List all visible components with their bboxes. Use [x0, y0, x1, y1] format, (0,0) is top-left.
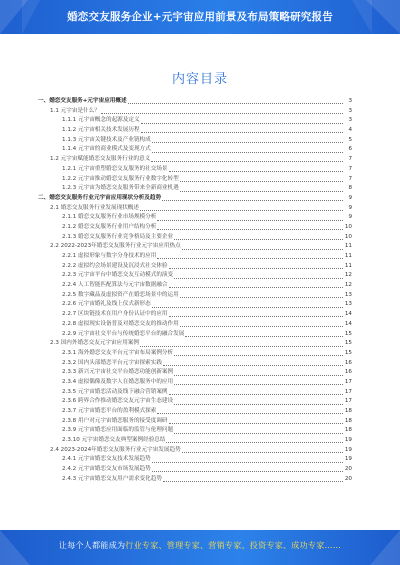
- toc-entry-text: 2.3.8 用户对元宇宙婚恋服务的接受度调研: [62, 417, 168, 424]
- toc-entry[interactable]: [38, 455, 352, 465]
- toc-leader-dots: [140, 340, 343, 347]
- toc-entry-text: 2.4.1 元宇宙婚恋交友技术发展趋势: [62, 456, 151, 463]
- toc-entry[interactable]: [38, 417, 352, 427]
- toc-entry[interactable]: [38, 233, 352, 243]
- toc-page-number: 3: [348, 98, 352, 104]
- toc-page-number: 13: [344, 301, 352, 308]
- toc-entry[interactable]: [38, 97, 352, 107]
- table-of-contents: [38, 97, 352, 512]
- toc-entry-text: 2.1.2 婚恋交友服务行业用户结构分析: [62, 223, 157, 230]
- toc-entry-text: 2.4.2 元宇宙婚恋交友市场发展趋势: [62, 466, 151, 473]
- toc-page-number: 16: [344, 369, 352, 376]
- toc-entry-text: 2.3.10 元宇宙婚恋交友典型案例经验总结: [62, 437, 166, 444]
- footer-slogan-lead: 让每个人都能成为: [58, 541, 126, 550]
- report-header-banner: [0, 0, 400, 34]
- footer-slogan: [0, 540, 400, 551]
- toc-leader-dots: [152, 146, 343, 153]
- toc-entry-text: 2.1.1 婚恋交友服务行业市场规模分析: [62, 214, 157, 221]
- toc-page-number: 12: [344, 272, 352, 279]
- toc-leader-dots: [141, 117, 343, 124]
- toc-entry-text: 2.2.8 虚拟现实设备普及对婚恋交友的推动作用: [62, 320, 179, 327]
- toc-entry[interactable]: [38, 136, 352, 146]
- toc-entry-text: 1.2.1 元宇宙重塑婚恋交友服务的社交场景: [62, 165, 168, 172]
- toc-page-number: 12: [344, 282, 352, 289]
- report-title: 婚恋交友服务企业+元宇宙应用前景及布局策略研究报告: [67, 11, 333, 23]
- toc-page-number: 19: [344, 437, 352, 444]
- toc-entry[interactable]: [38, 475, 352, 485]
- toc-entry[interactable]: [38, 291, 352, 301]
- toc-page-number: 11: [344, 253, 352, 259]
- toc-leader-dots: [163, 359, 343, 366]
- toc-entry[interactable]: [38, 349, 352, 359]
- toc-leader-dots: [174, 369, 343, 376]
- toc-leader-dots: [169, 281, 343, 288]
- toc-page-number: 17: [344, 388, 352, 395]
- toc-leader-dots: [180, 185, 343, 192]
- toc-entry[interactable]: [38, 407, 352, 417]
- toc-entry[interactable]: [38, 155, 352, 165]
- toc-page-number: 18: [344, 427, 352, 434]
- toc-leader-dots: [157, 223, 343, 230]
- toc-leader-dots: [101, 107, 343, 114]
- toc-entry-text: 1.2.2 元宇宙推动婚恋交友服务行业数字化转型: [62, 175, 179, 182]
- toc-entry[interactable]: [38, 271, 352, 281]
- toc-page-number: 13: [344, 291, 352, 298]
- toc-page-number: 11: [344, 243, 352, 250]
- toc-entry[interactable]: [38, 184, 352, 194]
- toc-leader-dots: [140, 204, 343, 211]
- toc-entry-text: 2.3.7 元宇宙婚恋平台的盈利模式探索: [62, 408, 157, 414]
- toc-page-number: 10: [344, 233, 352, 240]
- toc-page-number: 11: [344, 262, 352, 269]
- toc-entry-text: 1.1.4 元宇宙的商业模式及变现方式: [62, 146, 151, 153]
- toc-leader-dots: [174, 233, 343, 240]
- toc-leader-dots: [169, 417, 343, 424]
- toc-leader-dots: [152, 136, 343, 143]
- toc-entry-text: 2.3.3 新兴元宇宙社交平台婚恋功能创新案例: [62, 369, 174, 376]
- toc-entry[interactable]: [38, 300, 352, 310]
- toc-page-number: 7: [348, 156, 352, 163]
- toc-entry[interactable]: [38, 281, 352, 291]
- toc-page-number: 6: [348, 146, 352, 153]
- toc-entry[interactable]: [38, 194, 352, 204]
- toc-leader-dots: [163, 475, 343, 482]
- toc-entry[interactable]: [38, 165, 352, 175]
- toc-entry[interactable]: [38, 359, 352, 369]
- toc-entry[interactable]: [38, 262, 352, 272]
- toc-page-number: 10: [344, 223, 352, 230]
- toc-page-number: 7: [348, 175, 352, 182]
- toc-page-number: 20: [344, 466, 352, 473]
- toc-page-number: 14: [344, 320, 352, 327]
- toc-entry-text: 2.3.1 海外婚恋交友平台元宇宙布局案例分析: [62, 349, 174, 356]
- footer-slogan-highlight: 行业专家、管理专家、营销专家、投资专家、成功专家……: [125, 541, 342, 550]
- toc-page-number: 7: [348, 165, 352, 172]
- toc-page-number: 9: [348, 204, 352, 211]
- toc-leader-dots: [151, 155, 343, 162]
- toc-page-number: 9: [348, 214, 352, 221]
- toc-entry[interactable]: [38, 252, 352, 262]
- toc-entry-text: 2.2.3 元宇宙平台中婚恋交友互动模式的演变: [62, 272, 174, 279]
- toc-entry-text: 2.4.3 元宇宙婚恋交友用户需求变化趋势: [62, 475, 162, 482]
- toc-entry[interactable]: [38, 204, 352, 214]
- toc-entry[interactable]: [38, 242, 352, 252]
- toc-entry[interactable]: [38, 223, 352, 233]
- toc-page-number: 18: [344, 408, 352, 414]
- toc-entry[interactable]: [38, 126, 352, 136]
- toc-entry[interactable]: [38, 465, 352, 475]
- toc-entry-text: 1.1 元宇宙是什么？: [50, 107, 100, 114]
- toc-page-number: 4: [348, 127, 352, 134]
- toc-leader-dots: [169, 310, 343, 317]
- toc-entry-text: 二、婚恋交友服务行业元宇宙应用现状分析及趋势: [38, 194, 162, 201]
- toc-entry-text: 2.3.2 国内头部婚恋平台元宇宙探索实践: [62, 359, 162, 366]
- toc-leader-dots: [128, 97, 343, 104]
- toc-leader-dots: [174, 272, 343, 279]
- toc-entry-text: 2.3.4 虚拟偶像及数字人在婚恋服务中的应用: [62, 378, 174, 385]
- toc-entry-text: 2.2.9 元宇宙社交平台与传统婚恋平台的融合发展: [62, 330, 185, 337]
- toc-entry-text: 2.3 国内外婚恋交友元宇宙应用案例: [50, 340, 139, 347]
- toc-leader-dots: [152, 456, 343, 463]
- toc-entry[interactable]: [38, 388, 352, 398]
- toc-entry-text: 2.3.5 元宇宙婚恋活动及线下融合营销案例: [62, 388, 168, 395]
- toc-leader-dots: [185, 330, 343, 337]
- toc-entry-text: 1.1.1 元宇宙概念的起源及定义: [62, 117, 140, 124]
- toc-page-number: 17: [344, 398, 352, 405]
- toc-page-number: 19: [344, 456, 352, 463]
- toc-entry-text: 2.2.2 虚拟约会场景建设及沉浸式社交体验: [62, 262, 168, 269]
- toc-leader-dots: [180, 175, 343, 182]
- toc-entry[interactable]: [38, 330, 352, 340]
- toc-entry[interactable]: [38, 446, 352, 456]
- toc-leader-dots: [174, 378, 343, 385]
- toc-entry-text: 2.2.6 元宇宙婚礼及线上仪式新形态: [62, 301, 151, 308]
- toc-entry-text: 2.1.3 婚恋交友服务行业竞争格局及主要企业: [62, 233, 174, 240]
- toc-leader-dots: [169, 165, 343, 172]
- toc-leader-dots: [141, 126, 343, 133]
- toc-page-number: 14: [344, 311, 352, 318]
- toc-leader-dots: [182, 243, 343, 250]
- toc-entry-text: 2.2 2022-2023年婚恋交友服务行业元宇宙应用热点: [50, 243, 181, 250]
- toc-leader-dots: [174, 398, 343, 405]
- toc-leader-dots: [166, 436, 343, 443]
- toc-page-number: 15: [344, 330, 352, 337]
- toc-entry-text: 2.2.5 数字藏品及虚拟资产在婚恋场景中的运用: [62, 291, 179, 298]
- toc-leader-dots: [180, 320, 343, 327]
- toc-entry-text: 1.1.2 元宇宙相关技术发展历程: [62, 127, 140, 134]
- toc-entry[interactable]: [38, 310, 352, 320]
- toc-entry-text: 2.3.9 元宇宙婚恋应用面临的监管与伦理问题: [62, 427, 174, 434]
- toc-entry[interactable]: [38, 116, 352, 126]
- toc-entry-text: 2.2.4 人工智能匹配算法与元宇宙数据融合: [62, 282, 168, 289]
- toc-entry-text: 2.4 2023-2024年婚恋交友服务行业元宇宙发展趋势: [50, 446, 181, 453]
- toc-entry-text: 1.2.3 元宇宙为婚恋交友服务带来全新商业机遇: [62, 185, 179, 192]
- toc-page-number: 16: [344, 359, 352, 366]
- toc-heading: 内容目录: [171, 72, 228, 87]
- toc-page-number: 8: [348, 185, 352, 192]
- toc-entry[interactable]: [38, 320, 352, 330]
- toc-page-number: 18: [344, 417, 352, 424]
- toc-page-number: 3: [348, 117, 352, 124]
- toc-leader-dots: [157, 252, 343, 259]
- toc-leader-dots: [169, 388, 343, 395]
- toc-entry[interactable]: [38, 378, 352, 388]
- toc-leader-dots: [180, 291, 343, 298]
- toc-page-number: 5: [348, 136, 352, 143]
- toc-entry-text: 1.1.3 元宇宙关键技术及产业链构成: [62, 136, 151, 143]
- toc-entry[interactable]: [38, 339, 352, 349]
- toc-leader-dots: [162, 194, 343, 201]
- toc-page-number: 9: [348, 194, 352, 201]
- toc-leader-dots: [169, 262, 343, 269]
- toc-page-number: 3: [348, 107, 352, 114]
- toc-page-number: 15: [344, 340, 352, 347]
- toc-page-number: 15: [344, 349, 352, 356]
- toc-entry-text: 2.1 婚恋交友服务行业发展现状概述: [50, 204, 139, 211]
- toc-entry[interactable]: [38, 368, 352, 378]
- toc-leader-dots: [157, 214, 343, 221]
- toc-leader-dots: [152, 301, 343, 308]
- toc-leader-dots: [182, 446, 343, 453]
- toc-entry[interactable]: [38, 107, 352, 117]
- toc-page-number: 20: [344, 475, 352, 482]
- toc-leader-dots: [174, 427, 343, 434]
- toc-entry[interactable]: [38, 145, 352, 155]
- toc-entry-text: 2.2.7 区块链技术在用户身份认证中的应用: [62, 311, 168, 318]
- toc-entry[interactable]: [38, 436, 352, 446]
- toc-leader-dots: [152, 465, 343, 472]
- toc-entry[interactable]: [38, 426, 352, 436]
- toc-entry[interactable]: [38, 175, 352, 185]
- footer-banner: [0, 530, 400, 565]
- toc-leader-dots: [174, 349, 343, 356]
- toc-page-number: 17: [344, 378, 352, 385]
- toc-entry-text: 2.3.6 跨界合作推动婚恋交友元宇宙生态建设: [62, 398, 174, 405]
- toc-entry-text: 2.2.1 虚拟形象与数字分身技术的应用: [62, 253, 157, 259]
- toc-entry[interactable]: [38, 397, 352, 407]
- toc-page-number: 19: [344, 446, 352, 453]
- toc-entry-text: 一、婚恋交友服务+元宇宙应用概述: [38, 98, 127, 104]
- toc-leader-dots: [157, 407, 343, 414]
- toc-entry-text: 1.2 元宇宙赋能婚恋交友服务行业的意义: [50, 156, 151, 163]
- toc-entry[interactable]: [38, 213, 352, 223]
